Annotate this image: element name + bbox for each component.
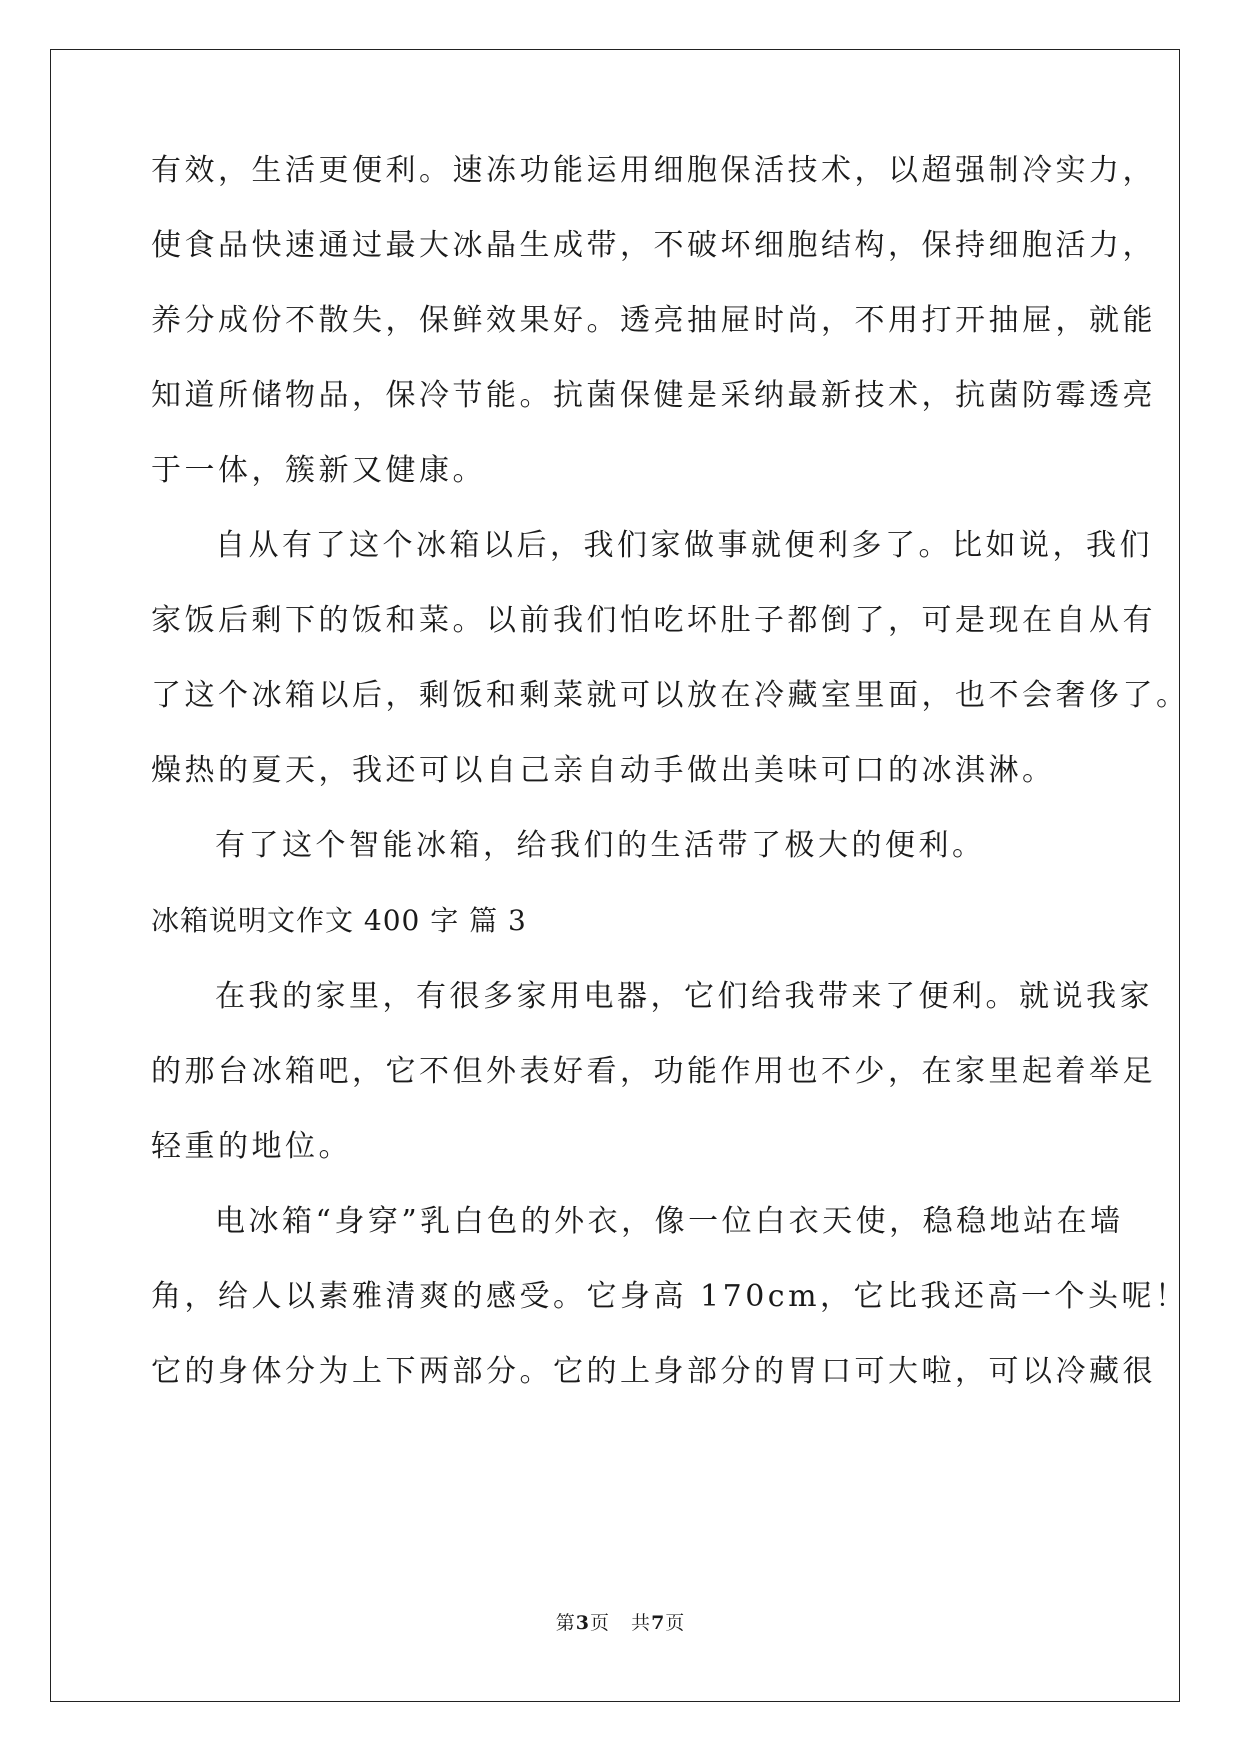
section-heading: 冰箱说明文作文 400 字 篇 3 xyxy=(151,904,527,937)
text-line: 了这个冰箱以后，剩饭和剩菜就可以放在冷藏室里面，也不会奢侈了。 xyxy=(151,678,1190,713)
text-line: 有效，生活更便利。速冻功能运用细胞保活技术，以超强制冷实力， xyxy=(151,153,1156,188)
page-label-prefix: 第 xyxy=(555,1612,576,1634)
text-line: 的那台冰箱吧，它不但外表好看，功能作用也不少，在家里起着举足 xyxy=(151,1054,1156,1089)
text-line: 角，给人以素雅清爽的感受。它身高 170cm，它比我还高一个头呢！ xyxy=(151,1279,1189,1314)
page-total: 7 xyxy=(651,1612,666,1634)
page-current: 3 xyxy=(575,1612,590,1634)
text-line: 燥热的夏天，我还可以自己亲自动手做出美味可口的冰淇淋。 xyxy=(151,753,1056,788)
page-label-suffix: 页 xyxy=(665,1612,686,1634)
text-line: 养分成份不散失，保鲜效果好。透亮抽屉时尚，不用打开抽屉，就能 xyxy=(151,303,1156,338)
text-line: 知道所储物品，保冷节能。抗菌保健是采纳最新技术，抗菌防霉透亮 xyxy=(151,378,1156,413)
text-line: 于一体，簇新又健康。 xyxy=(151,453,486,488)
page-border xyxy=(50,49,1180,1702)
page-footer xyxy=(0,1614,1241,1633)
text-line: 轻重的地位。 xyxy=(151,1129,352,1164)
paragraph-start-line: 在我的家里，有很多家用电器，它们给我带来了便利。就说我家 xyxy=(215,979,1153,1014)
page-label-mid: 页 共 xyxy=(589,1612,652,1634)
paragraph-start-line: 有了这个智能冰箱，给我们的生活带了极大的便利。 xyxy=(215,828,986,863)
text-line: 使食品快速通过最大冰晶生成带，不破坏细胞结构，保持细胞活力， xyxy=(151,228,1156,263)
paragraph-start-line: 电冰箱“身穿”乳白色的外衣，像一位白衣天使，稳稳地站在墙 xyxy=(215,1204,1124,1239)
paragraph-start-line: 自从有了这个冰箱以后，我们家做事就便利多了。比如说，我们 xyxy=(215,528,1153,563)
text-line: 它的身体分为上下两部分。它的上身部分的胃口可大啦，可以冷藏很 xyxy=(151,1354,1156,1389)
text-line: 家饭后剩下的饭和菜。以前我们怕吃坏肚子都倒了，可是现在自从有 xyxy=(151,603,1156,638)
